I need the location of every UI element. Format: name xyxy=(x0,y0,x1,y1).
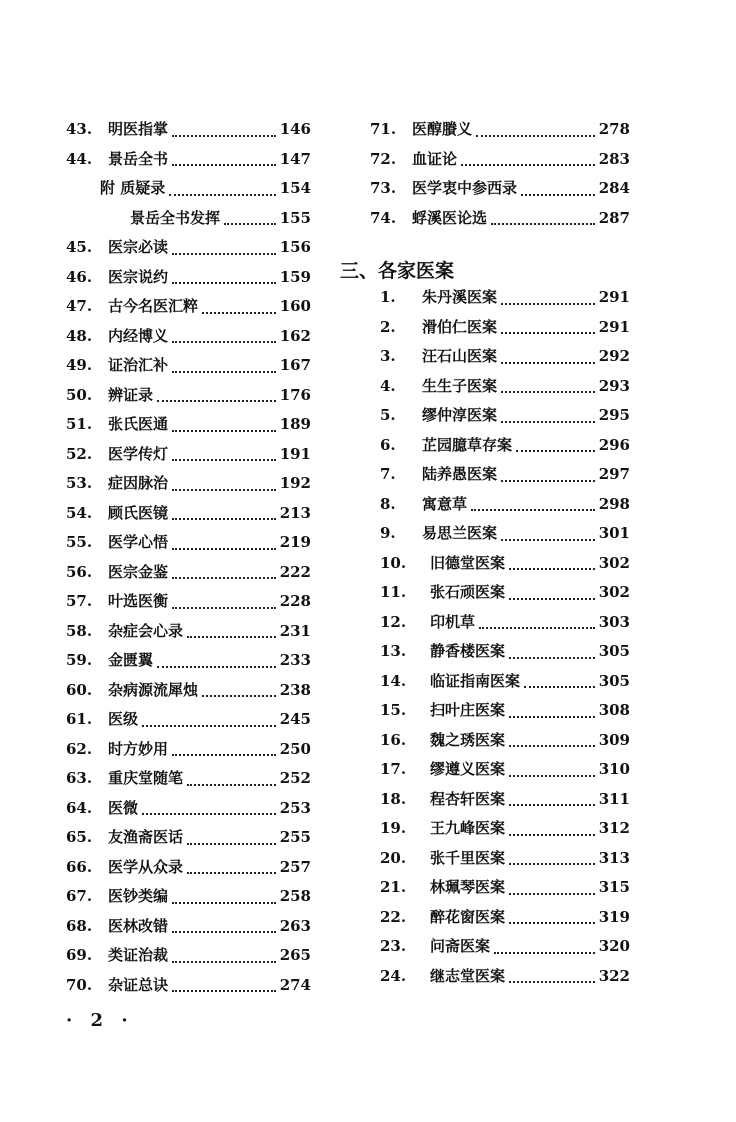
entry-number: 20. xyxy=(380,848,407,867)
entry-title: 陆养愚医案 xyxy=(422,465,498,483)
entry-title: 芷园臆草存案 xyxy=(422,435,513,454)
entry-title: 医微 xyxy=(108,798,139,817)
toc-entry xyxy=(66,797,311,827)
entry-page: 319 xyxy=(598,907,630,926)
entry-title: 蜉溪医论选 xyxy=(412,208,488,227)
toc-entry xyxy=(370,177,630,207)
entry-title: 张石顽医案 xyxy=(430,583,506,601)
dot-leader xyxy=(476,135,595,137)
toc-entry xyxy=(370,434,630,464)
toc-entry xyxy=(66,177,311,207)
entry-number: 9. xyxy=(380,524,396,542)
toc-entry xyxy=(370,286,630,316)
entry-title: 静香楼医案 xyxy=(430,642,506,660)
entry-page: 291 xyxy=(598,288,630,306)
entry-number: 3. xyxy=(380,347,396,365)
entry-page: 213 xyxy=(279,503,311,522)
entry-title: 内经博义 xyxy=(108,326,169,345)
dot-leader xyxy=(172,931,276,933)
entry-title: 医宗金鉴 xyxy=(108,562,169,581)
entry-title: 魏之琇医案 xyxy=(430,730,506,749)
dot-leader xyxy=(202,312,276,314)
entry-title: 张千里医案 xyxy=(430,848,506,867)
entry-number: 70. xyxy=(66,975,93,994)
dot-leader xyxy=(172,754,276,756)
entry-title: 缪仲淳医案 xyxy=(422,406,498,424)
entry-page: 222 xyxy=(279,562,311,581)
entry-page: 263 xyxy=(279,916,311,935)
dot-leader xyxy=(172,459,276,461)
toc-entry xyxy=(370,148,630,178)
toc-entry xyxy=(66,620,311,650)
entry-page: 265 xyxy=(279,946,311,964)
toc-entry xyxy=(370,207,630,237)
entry-page: 233 xyxy=(279,651,311,669)
dot-leader xyxy=(494,952,595,954)
entry-title: 辨证录 xyxy=(108,385,154,404)
entry-title: 景岳全书发挥 xyxy=(130,208,221,227)
dot-leader xyxy=(501,480,595,482)
entry-title: 滑伯仁医案 xyxy=(422,317,498,336)
toc-entry xyxy=(66,974,311,1004)
entry-page: 154 xyxy=(279,179,311,197)
entry-title: 医钞类编 xyxy=(108,887,169,905)
entry-page: 191 xyxy=(279,444,311,463)
toc-entry xyxy=(370,581,630,611)
dot-leader xyxy=(172,518,276,520)
entry-title: 医学心悟 xyxy=(108,533,169,551)
entry-title: 医学从众录 xyxy=(108,857,184,876)
toc-entry xyxy=(66,384,311,414)
dot-leader xyxy=(509,716,595,718)
entry-page: 253 xyxy=(279,798,311,817)
entry-number: 24. xyxy=(380,966,407,985)
entry-title: 医宗必读 xyxy=(108,238,169,256)
toc-entry xyxy=(370,847,630,877)
dot-leader xyxy=(509,863,595,865)
entry-number: 52. xyxy=(66,444,93,463)
toc-entry xyxy=(66,148,311,178)
dot-leader xyxy=(187,843,276,845)
entry-title: 医级 xyxy=(108,710,139,728)
dot-leader xyxy=(172,990,276,992)
entry-page: 231 xyxy=(279,621,311,640)
entry-page: 292 xyxy=(598,347,630,365)
entry-number: 51. xyxy=(66,415,93,433)
toc-entry xyxy=(66,354,311,384)
entry-number: 4. xyxy=(380,376,396,395)
entry-number: 2. xyxy=(380,317,396,336)
toc-entry xyxy=(370,817,630,847)
dot-leader xyxy=(187,784,276,786)
dot-leader xyxy=(509,568,595,570)
dot-leader xyxy=(172,341,276,343)
dot-leader xyxy=(169,194,275,196)
entry-page: 305 xyxy=(598,642,630,660)
entry-number: 63. xyxy=(66,769,93,787)
dot-leader xyxy=(479,627,595,629)
entry-title: 症因脉治 xyxy=(108,474,169,492)
toc-entry xyxy=(66,590,311,620)
entry-number: 43. xyxy=(66,120,93,138)
dot-leader xyxy=(157,666,276,668)
entry-page: 238 xyxy=(279,680,311,699)
dot-leader xyxy=(172,961,276,963)
toc-entry xyxy=(66,826,311,856)
entry-page: 159 xyxy=(279,267,311,286)
entry-number: 1. xyxy=(380,288,396,306)
toc-entry xyxy=(370,906,630,936)
entry-title: 重庆堂随笔 xyxy=(108,769,184,787)
entry-page: 192 xyxy=(279,474,311,492)
entry-title: 附 质疑录 xyxy=(100,179,166,197)
entry-title: 医学传灯 xyxy=(108,444,169,463)
entry-page: 291 xyxy=(598,317,630,336)
entry-page: 305 xyxy=(598,671,630,690)
entry-number: 59. xyxy=(66,651,93,669)
entry-title: 景岳全书 xyxy=(108,149,169,168)
dot-leader xyxy=(516,450,595,452)
entry-title: 医学衷中参西录 xyxy=(412,179,518,197)
entry-page: 278 xyxy=(598,120,630,138)
toc-entry xyxy=(370,522,630,552)
entry-number: 56. xyxy=(66,562,93,581)
dot-leader xyxy=(509,893,595,895)
toc-entry xyxy=(370,345,630,375)
dot-leader xyxy=(172,607,276,609)
toc-entry xyxy=(66,472,311,502)
entry-title: 古今名医汇粹 xyxy=(108,297,199,315)
entry-page: 313 xyxy=(598,848,630,867)
entry-title: 血证论 xyxy=(412,149,458,168)
entry-number: 23. xyxy=(380,937,407,955)
entry-number: 67. xyxy=(66,887,93,905)
toc-entry xyxy=(66,502,311,532)
dot-leader xyxy=(142,725,276,727)
entry-page: 228 xyxy=(279,592,311,610)
entry-number: 64. xyxy=(66,798,93,817)
entry-number: 10. xyxy=(380,553,407,572)
toc-entry xyxy=(370,935,630,965)
entry-title: 顾氏医镜 xyxy=(108,503,169,522)
entry-title: 王九峰医案 xyxy=(430,819,506,837)
dot-leader xyxy=(501,332,595,334)
toc-entry xyxy=(66,413,311,443)
toc-entry xyxy=(370,788,630,818)
entry-number: 50. xyxy=(66,385,93,404)
entry-number: 44. xyxy=(66,149,93,168)
entry-title: 寓意草 xyxy=(422,494,468,513)
entry-number: 47. xyxy=(66,297,93,315)
dot-leader xyxy=(172,253,276,255)
entry-title: 证治汇补 xyxy=(108,356,169,374)
entry-page: 146 xyxy=(279,120,311,138)
entry-number: 13. xyxy=(380,642,407,660)
entry-number: 48. xyxy=(66,326,93,345)
dot-leader xyxy=(509,834,595,836)
entry-number: 18. xyxy=(380,789,407,808)
toc-entry xyxy=(370,640,630,670)
dot-leader xyxy=(524,686,595,688)
entry-page: 295 xyxy=(598,406,630,424)
toc-entry xyxy=(370,404,630,434)
dot-leader xyxy=(187,636,276,638)
entry-number: 5. xyxy=(380,406,396,424)
entry-number: 66. xyxy=(66,857,93,876)
toc-entry xyxy=(66,856,311,886)
entry-title: 杂证总诀 xyxy=(108,975,169,994)
dot-leader xyxy=(501,539,595,541)
entry-page: 162 xyxy=(279,326,311,345)
dot-leader xyxy=(509,922,595,924)
dot-leader xyxy=(471,509,595,511)
entry-page: 301 xyxy=(598,524,630,542)
entry-title: 汪石山医案 xyxy=(422,347,498,365)
toc-entry xyxy=(66,738,311,768)
toc-entry xyxy=(66,649,311,679)
entry-title: 林珮琴医案 xyxy=(430,878,506,896)
entry-number: 7. xyxy=(380,465,396,483)
entry-title: 时方妙用 xyxy=(108,739,169,758)
entry-title: 朱丹溪医案 xyxy=(422,288,498,306)
entry-page: 245 xyxy=(279,710,311,728)
toc-entry xyxy=(370,316,630,346)
entry-number: 61. xyxy=(66,710,93,728)
entry-title: 友渔斋医话 xyxy=(108,828,184,846)
entry-page: 297 xyxy=(598,465,630,483)
toc-entry xyxy=(66,531,311,561)
entry-number: 53. xyxy=(66,474,93,492)
toc-entry xyxy=(370,876,630,906)
dot-leader xyxy=(509,657,595,659)
toc-entry xyxy=(66,885,311,915)
toc-entry xyxy=(370,670,630,700)
toc-entry xyxy=(370,729,630,759)
dot-leader xyxy=(172,430,276,432)
toc-entry xyxy=(66,207,311,237)
entry-title: 扫叶庄医案 xyxy=(430,701,506,719)
entry-number: 11. xyxy=(380,583,407,601)
entry-page: 283 xyxy=(598,149,630,168)
dot-leader xyxy=(501,421,595,423)
toc-entry xyxy=(66,679,311,709)
entry-number: 69. xyxy=(66,946,93,964)
entry-page: 287 xyxy=(598,208,630,227)
entry-page: 284 xyxy=(598,179,630,197)
entry-title: 张氏医通 xyxy=(108,415,169,433)
entry-title: 缪遵义医案 xyxy=(430,760,506,778)
dot-leader xyxy=(224,223,276,225)
entry-page: 302 xyxy=(598,583,630,601)
entry-number: 55. xyxy=(66,533,93,551)
toc-entry xyxy=(66,325,311,355)
entry-number: 60. xyxy=(66,680,93,699)
entry-page: 147 xyxy=(279,149,311,168)
entry-page: 160 xyxy=(279,297,311,315)
entry-page: 312 xyxy=(598,819,630,837)
dot-leader xyxy=(172,902,276,904)
entry-page: 293 xyxy=(598,376,630,395)
toc-entry xyxy=(66,236,311,266)
toc-entry xyxy=(66,708,311,738)
entry-page: 303 xyxy=(598,612,630,631)
entry-page: 255 xyxy=(279,828,311,846)
entry-number: 57. xyxy=(66,592,93,610)
toc-entry xyxy=(66,295,311,325)
entry-title: 杂症会心录 xyxy=(108,621,184,640)
dot-leader xyxy=(521,194,595,196)
entry-page: 258 xyxy=(279,887,311,905)
entry-page: 155 xyxy=(279,208,311,227)
entry-title: 医醇賸义 xyxy=(412,120,473,138)
entry-number: 17. xyxy=(380,760,407,778)
toc-entry xyxy=(66,915,311,945)
toc-entry xyxy=(370,965,630,995)
toc-entry xyxy=(370,493,630,523)
dot-leader xyxy=(509,598,595,600)
entry-title: 医林改错 xyxy=(108,916,169,935)
entry-page: 302 xyxy=(598,553,630,572)
entry-page: 298 xyxy=(598,494,630,513)
entry-page: 309 xyxy=(598,730,630,749)
entry-page: 252 xyxy=(279,769,311,787)
entry-title: 问斋医案 xyxy=(430,937,491,955)
entry-title: 旧德堂医案 xyxy=(430,553,506,572)
dot-leader xyxy=(172,371,276,373)
dot-leader xyxy=(172,135,276,137)
entry-page: 322 xyxy=(598,966,630,985)
dot-leader xyxy=(501,303,595,305)
entry-page: 310 xyxy=(598,760,630,778)
toc-entry xyxy=(370,611,630,641)
entry-title: 醉花窗医案 xyxy=(430,907,506,926)
toc-entry xyxy=(370,758,630,788)
entry-title: 叶选医衡 xyxy=(108,592,169,610)
dot-leader xyxy=(501,391,595,393)
dot-leader xyxy=(187,872,276,874)
entry-title: 临证指南医案 xyxy=(430,671,521,690)
toc-entry xyxy=(66,118,311,148)
entry-page: 250 xyxy=(279,739,311,758)
entry-number: 68. xyxy=(66,916,93,935)
dot-leader xyxy=(491,223,595,225)
entry-number: 71. xyxy=(370,120,397,138)
entry-title: 继志堂医案 xyxy=(430,966,506,985)
dot-leader xyxy=(172,489,276,491)
dot-leader xyxy=(509,981,595,983)
entry-page: 167 xyxy=(279,356,311,374)
dot-leader xyxy=(172,548,276,550)
entry-page: 315 xyxy=(598,878,630,896)
entry-page: 320 xyxy=(598,937,630,955)
entry-title: 金匮翼 xyxy=(108,651,154,669)
entry-title: 易思兰医案 xyxy=(422,524,498,542)
entry-title: 杂病源流犀烛 xyxy=(108,680,199,699)
entry-page: 257 xyxy=(279,857,311,876)
entry-number: 54. xyxy=(66,503,93,522)
dot-leader xyxy=(172,577,276,579)
case-list xyxy=(370,286,630,994)
toc-entry xyxy=(66,266,311,296)
dot-leader xyxy=(509,775,595,777)
entry-number: 14. xyxy=(380,671,407,690)
left-column xyxy=(66,118,311,1003)
entry-number: 19. xyxy=(380,819,407,837)
dot-leader xyxy=(501,362,595,364)
entry-number: 72. xyxy=(370,149,397,168)
toc-entry xyxy=(370,463,630,493)
dot-leader xyxy=(509,745,595,747)
entry-number: 12. xyxy=(380,612,407,631)
entry-number: 6. xyxy=(380,435,396,454)
section-heading: 三、各家医案 xyxy=(340,259,455,282)
right-top-list xyxy=(370,118,630,236)
entry-number: 74. xyxy=(370,208,397,227)
entry-page: 219 xyxy=(279,533,311,551)
entry-page: 156 xyxy=(279,238,311,256)
toc-entry xyxy=(370,118,630,148)
dot-leader xyxy=(202,695,276,697)
entry-title: 程杏轩医案 xyxy=(430,789,506,808)
entry-number: 46. xyxy=(66,267,93,286)
dot-leader xyxy=(172,164,276,166)
entry-page: 189 xyxy=(279,415,311,433)
entry-title: 医宗说约 xyxy=(108,267,169,286)
entry-page: 296 xyxy=(598,435,630,454)
entry-page: 274 xyxy=(279,975,311,994)
dot-leader xyxy=(509,804,595,806)
toc-entry xyxy=(370,552,630,582)
entry-number: 49. xyxy=(66,356,93,374)
toc-entry xyxy=(370,699,630,729)
entry-number: 15. xyxy=(380,701,407,719)
entry-number: 8. xyxy=(380,494,396,513)
toc-entry xyxy=(66,944,311,974)
dot-leader xyxy=(172,282,276,284)
entry-title: 明医指掌 xyxy=(108,120,169,138)
entry-title: 印机草 xyxy=(430,612,476,631)
dot-leader xyxy=(461,164,595,166)
entry-page: 311 xyxy=(598,789,630,808)
entry-number: 45. xyxy=(66,238,93,256)
toc-entry xyxy=(66,561,311,591)
entry-number: 62. xyxy=(66,739,93,758)
entry-number: 21. xyxy=(380,878,407,896)
entry-number: 73. xyxy=(370,179,397,197)
toc-entry xyxy=(66,767,311,797)
dot-leader xyxy=(157,400,276,402)
entry-number: 22. xyxy=(380,907,407,926)
entry-number: 58. xyxy=(66,621,93,640)
toc-entry xyxy=(66,443,311,473)
right-column xyxy=(340,118,630,994)
page-number: · 2 · xyxy=(66,1010,134,1031)
entry-number: 16. xyxy=(380,730,407,749)
entry-title: 类证治裁 xyxy=(108,946,169,964)
entry-number: 65. xyxy=(66,828,93,846)
entry-page: 176 xyxy=(279,385,311,404)
toc-entry xyxy=(370,375,630,405)
entry-page: 308 xyxy=(598,701,630,719)
entry-title: 生生子医案 xyxy=(422,376,498,395)
dot-leader xyxy=(142,813,276,815)
